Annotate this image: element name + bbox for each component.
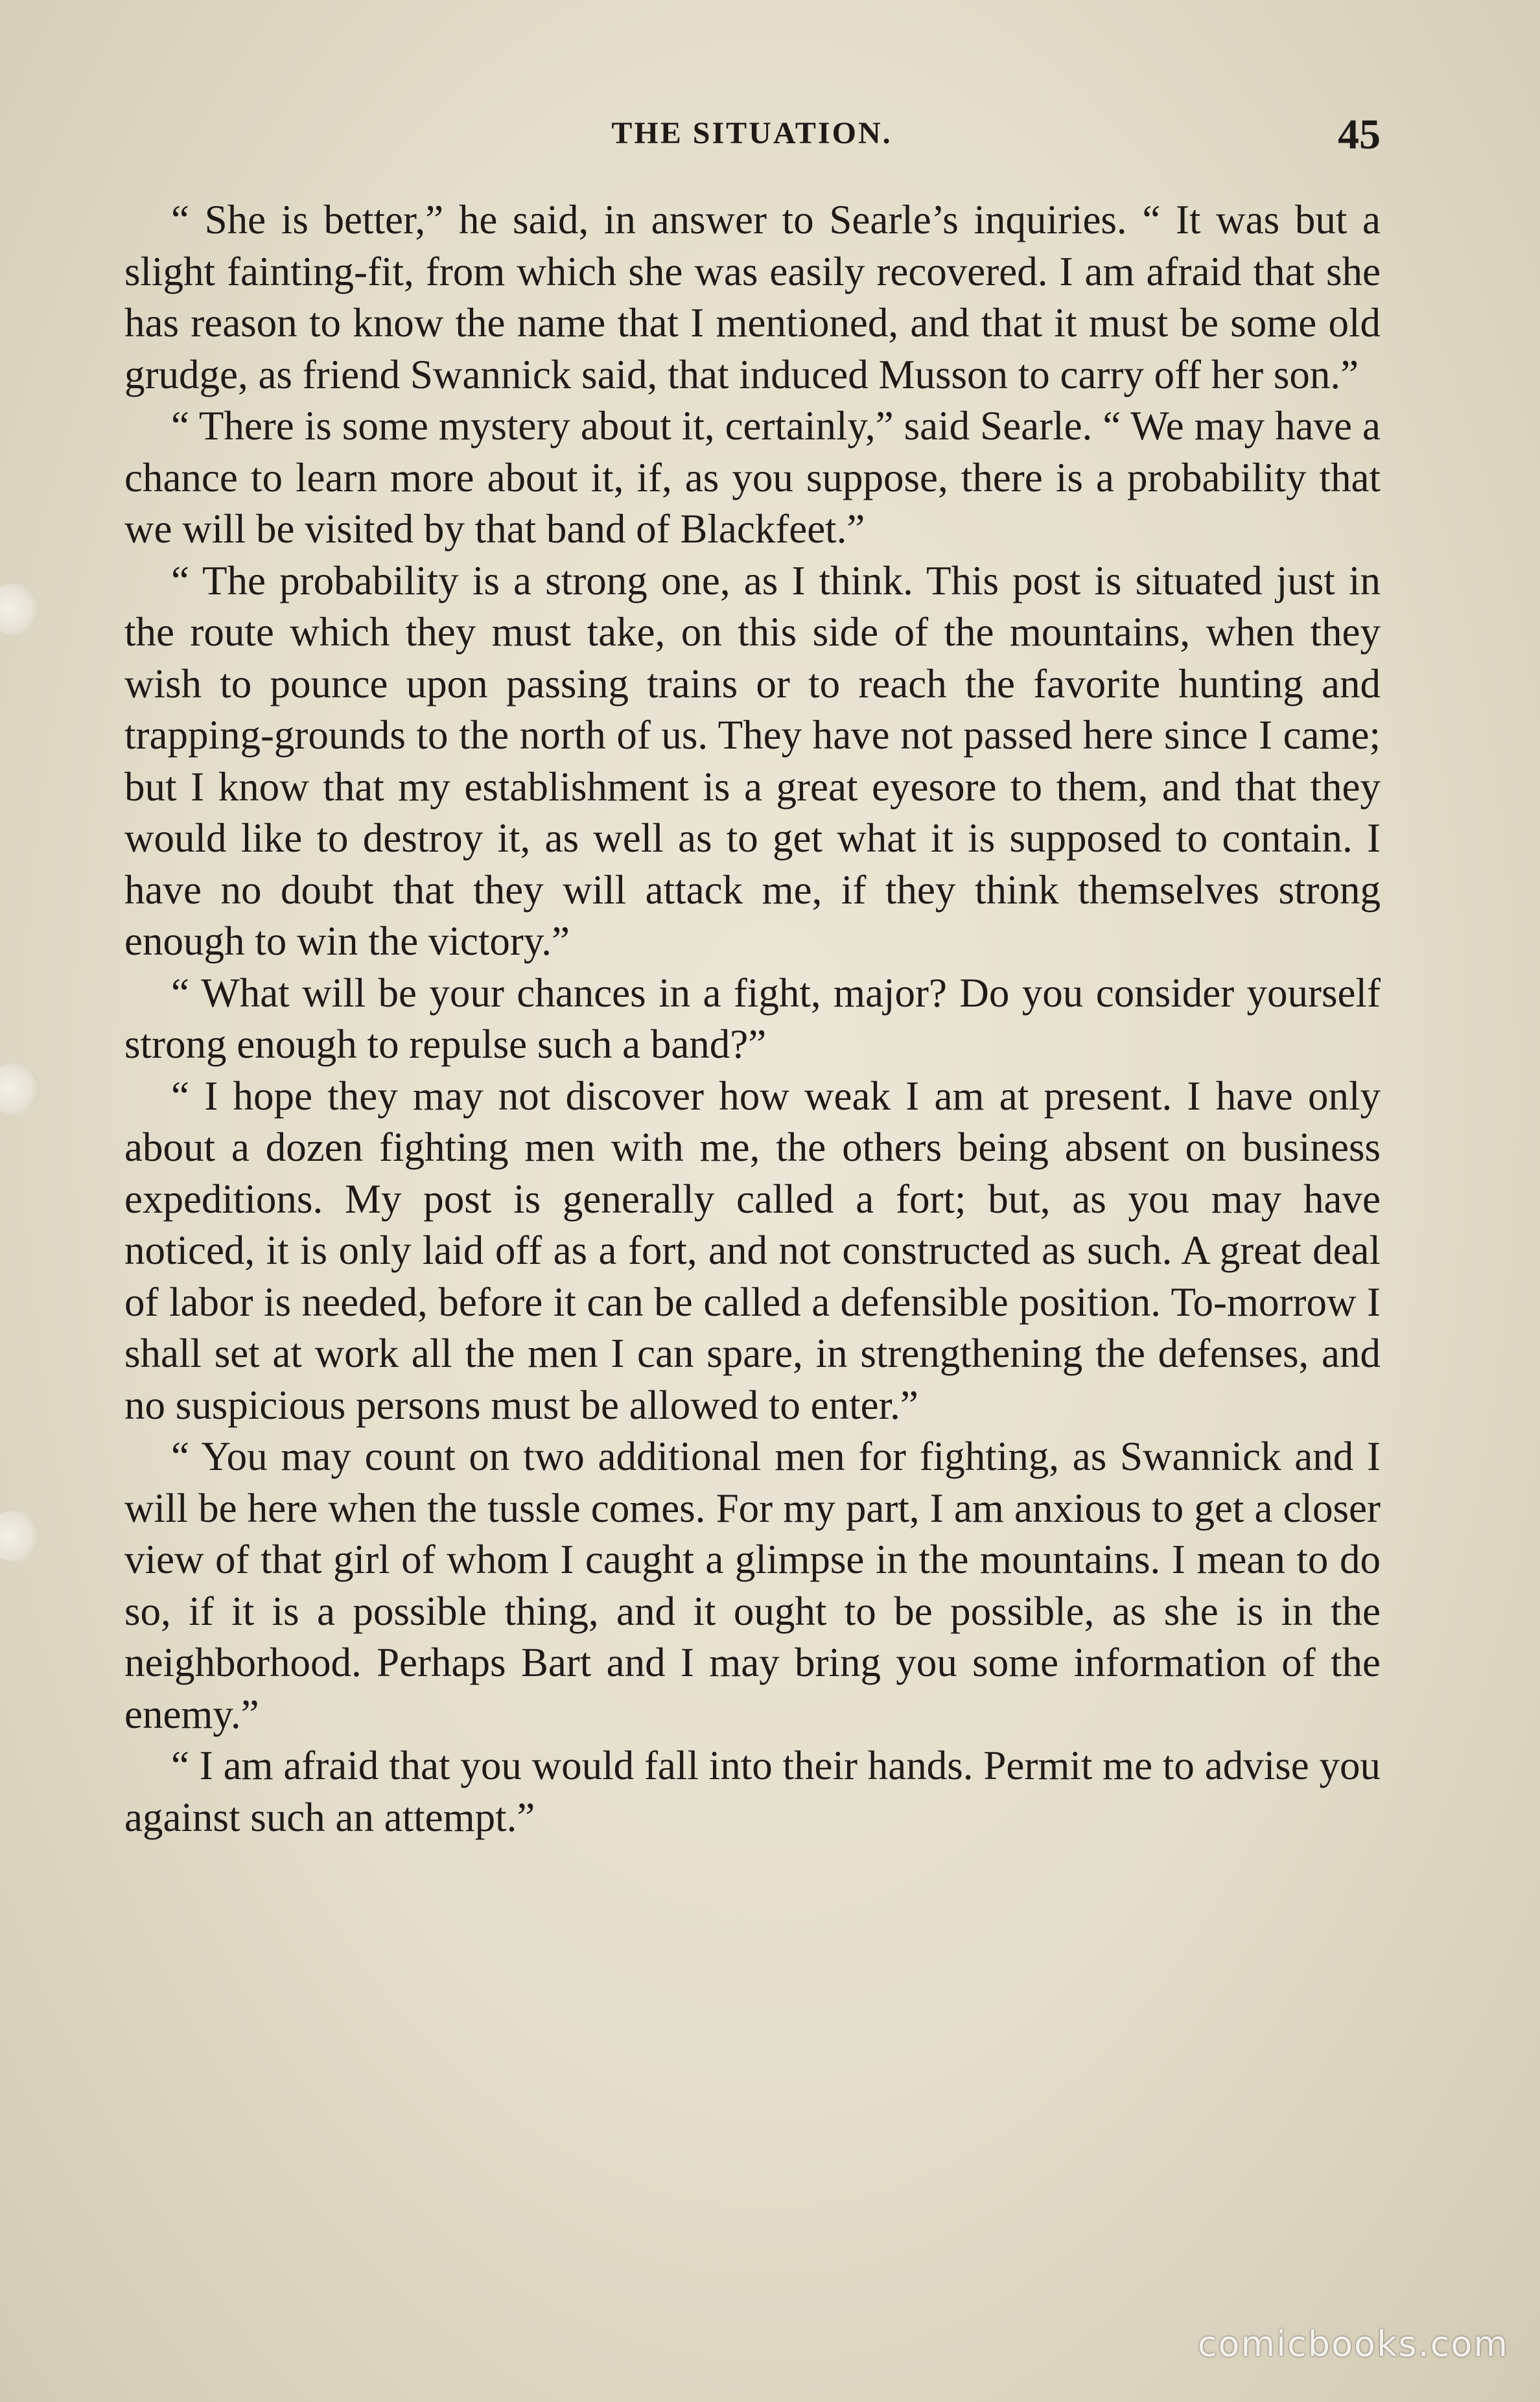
page-number: 45: [1338, 111, 1381, 158]
paragraph: “ The probability is a strong one, as I think. This post is situated just in the route which they must take, on this side of the mountains, when they wish to pounce upon passing trains or to reach the favorite hunting and trapping-grounds to the north of us. They have not passed here since I came; but I know that my establishment is a great eyesore to them, and that they would like to destroy it, as well as to get what it is supposed to contain. I have no doubt that they will attack me, if they think themselves strong enough to win the victory.”: [124, 557, 1381, 964]
binding-hole: [0, 583, 40, 635]
binding-hole: [0, 1063, 40, 1115]
binding-hole: [0, 1510, 40, 1562]
paragraph: “ I hope they may not discover how weak I am at present. I have only about a dozen fighting men with me, the others being absent on business expeditions. My post is generally called a fort; but, as you may have noticed, it is only laid off as a fort, and not constructed as such. A great deal of labor is needed, before it can be called a defensible position. To-morrow I shall set at work all the men I can spare, in strengthening the defenses, and no suspicious persons must be allowed to enter.”: [124, 1073, 1381, 1428]
page-header: [123, 110, 1381, 162]
paragraph: “ You may count on two additional men for fighting, as Swannick and I will be here when the tussle comes. For my part, I am anxious to get a closer view of that girl of whom I caught a glimpse in the mountains. I mean to do so, if it is a possible thing, and it ought to be possible, as she is in the neighborhood. Perhaps Bart and I may bring you some information of the enemy.”: [124, 1434, 1381, 1737]
paragraph: “ She is better,” he said, in answer to Searle’s inquiries. “ It was but a slight fainting-fit, from which she was easily recovered. I am afraid that she has reason to know the name that I mentioned, and that it must be some old grudge, as friend Swannick said, that induced Musson to carry off her son.”: [124, 197, 1381, 397]
running-head: THE SITUATION.: [611, 116, 892, 150]
paragraph: “ What will be your chances in a fight, major? Do you consider yourself strong enough to repulse such a band?”: [124, 970, 1381, 1067]
paragraph: “ There is some mystery about it, certainly,” said Searle. “ We may have a chance to learn more about it, if, as you suppose, there is a probability that we will be visited by that band of Blackfeet.”: [124, 403, 1381, 552]
body-text: [124, 194, 1381, 1843]
watermark: comicbooks.com: [1197, 2324, 1509, 2364]
paragraph: “ I am afraid that you would fall into their hands. Permit me to advise you against such an attempt.”: [124, 1743, 1381, 1840]
